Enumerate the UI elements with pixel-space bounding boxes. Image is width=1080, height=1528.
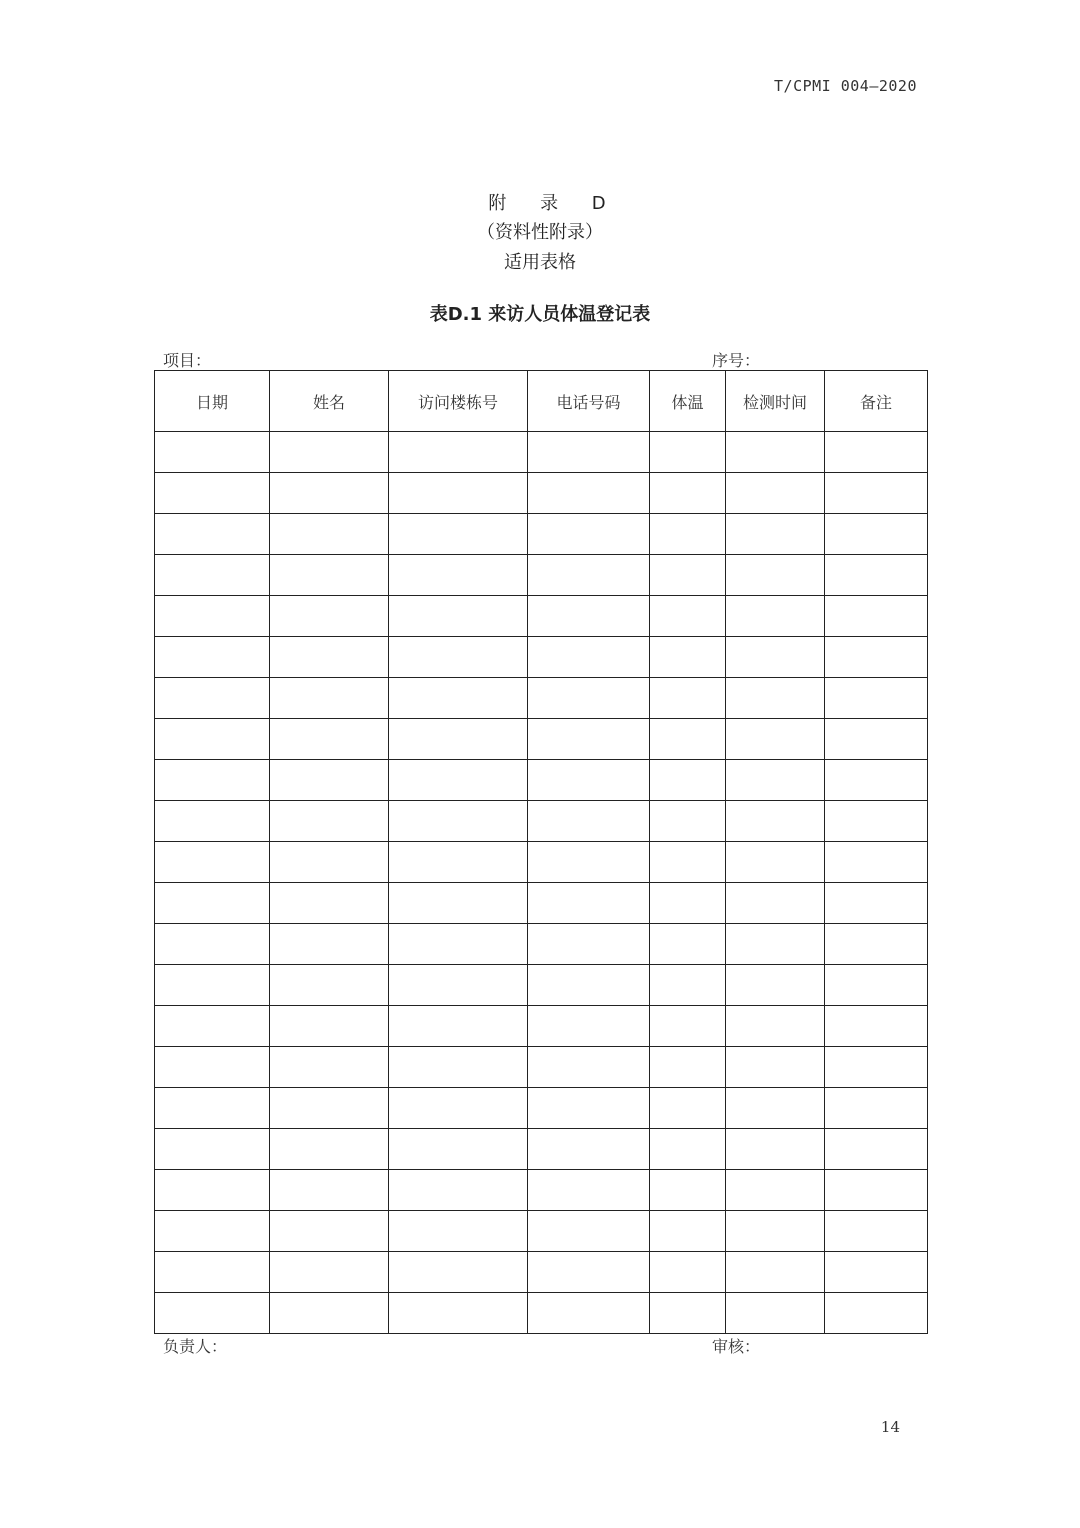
table-cell [155, 1211, 270, 1252]
table-cell [270, 473, 389, 514]
table-cell [270, 883, 389, 924]
column-header-building: 访问楼栋号 [389, 371, 528, 432]
table-cell [650, 1006, 726, 1047]
table-cell [726, 514, 825, 555]
table-cell [825, 1088, 928, 1129]
table-cell [650, 1047, 726, 1088]
table-cell [726, 596, 825, 637]
table-cell [270, 965, 389, 1006]
review-label: 审核： [712, 1337, 761, 1356]
table-cell [825, 514, 928, 555]
table-row [155, 1047, 928, 1088]
table-cell [825, 555, 928, 596]
column-header-date: 日期 [155, 371, 270, 432]
table-cell [726, 432, 825, 473]
table-cell [650, 1129, 726, 1170]
table-cell [726, 1129, 825, 1170]
table-cell [650, 965, 726, 1006]
table-cell [650, 596, 726, 637]
table-cell [726, 1088, 825, 1129]
table-cell [270, 1252, 389, 1293]
table-cell [528, 637, 650, 678]
table-cell [726, 637, 825, 678]
table-cell [389, 719, 528, 760]
visitor-temperature-table [154, 370, 928, 1334]
table-cell [155, 842, 270, 883]
table-cell [155, 965, 270, 1006]
table-cell [155, 801, 270, 842]
table-cell [389, 1252, 528, 1293]
table-cell [389, 1129, 528, 1170]
table-cell [825, 1129, 928, 1170]
table-cell [528, 1047, 650, 1088]
table-cell [270, 514, 389, 555]
table-cell [825, 883, 928, 924]
table-row [155, 637, 928, 678]
table-cell [389, 1293, 528, 1334]
table-cell [389, 965, 528, 1006]
table-row [155, 596, 928, 637]
appendix-subtitle: （资料性附录） [477, 222, 603, 243]
table-row [155, 1252, 928, 1293]
table-cell [825, 965, 928, 1006]
appendix-name: 适用表格 [504, 252, 576, 273]
table-cell [389, 1170, 528, 1211]
table-cell [726, 842, 825, 883]
table-cell [155, 1170, 270, 1211]
table-cell [528, 801, 650, 842]
table-cell [528, 1293, 650, 1334]
table-cell [389, 1211, 528, 1252]
table-cell [528, 760, 650, 801]
table-cell [726, 473, 825, 514]
table-cell [825, 1170, 928, 1211]
table-cell [270, 924, 389, 965]
table-cell [650, 883, 726, 924]
table-cell [155, 1129, 270, 1170]
table-cell [528, 842, 650, 883]
table-cell [528, 883, 650, 924]
table-cell [726, 1211, 825, 1252]
table-cell [270, 842, 389, 883]
table-cell [155, 883, 270, 924]
table-cell [650, 514, 726, 555]
table-cell [650, 719, 726, 760]
column-header-name: 姓名 [270, 371, 389, 432]
table-cell [650, 1293, 726, 1334]
table-cell [270, 637, 389, 678]
table-cell [528, 555, 650, 596]
table-cell [650, 637, 726, 678]
table-cell [650, 924, 726, 965]
table-cell [528, 1252, 650, 1293]
table-cell [155, 555, 270, 596]
table-cell [270, 432, 389, 473]
table-row [155, 1088, 928, 1129]
table-cell [825, 678, 928, 719]
table-cell [650, 1170, 726, 1211]
page-number: 14 [880, 1418, 900, 1436]
table-cell [389, 883, 528, 924]
table-cell [528, 719, 650, 760]
column-header-remarks: 备注 [825, 371, 928, 432]
table-row [155, 555, 928, 596]
table-cell [528, 514, 650, 555]
table-cell [528, 1129, 650, 1170]
table-row [155, 965, 928, 1006]
standard-code: T/CPMI 004—2020 [774, 77, 917, 95]
table-cell [389, 596, 528, 637]
table-cell [825, 924, 928, 965]
table-cell [726, 1293, 825, 1334]
table-cell [650, 473, 726, 514]
table-header-row [155, 371, 928, 432]
table-cell [650, 760, 726, 801]
table-cell [155, 514, 270, 555]
table-cell [270, 719, 389, 760]
table-cell [726, 924, 825, 965]
table-cell [270, 555, 389, 596]
table-title: 表D.1 来访人员体温登记表 [429, 304, 651, 325]
table-cell [389, 473, 528, 514]
table-cell [650, 1211, 726, 1252]
table-row [155, 842, 928, 883]
table-cell [825, 1006, 928, 1047]
table-cell [528, 1088, 650, 1129]
table-cell [155, 678, 270, 719]
table-cell [270, 1211, 389, 1252]
table-row [155, 719, 928, 760]
table-cell [726, 760, 825, 801]
table-cell [726, 801, 825, 842]
table-cell [389, 924, 528, 965]
table-cell [825, 1293, 928, 1334]
table-cell [389, 637, 528, 678]
table-cell [528, 1006, 650, 1047]
table-cell [270, 1129, 389, 1170]
table-cell [389, 760, 528, 801]
table-cell [528, 924, 650, 965]
table-cell [528, 1211, 650, 1252]
table-row [155, 1211, 928, 1252]
table-row [155, 1129, 928, 1170]
table-cell [650, 432, 726, 473]
table-cell [155, 596, 270, 637]
table-cell [528, 432, 650, 473]
table-cell [825, 1211, 928, 1252]
owner-label: 负责人： [163, 1337, 228, 1356]
table-cell [650, 801, 726, 842]
table-cell [726, 555, 825, 596]
table-cell [528, 1170, 650, 1211]
table-cell [389, 514, 528, 555]
table-cell [270, 678, 389, 719]
table-row [155, 473, 928, 514]
table-cell [270, 1047, 389, 1088]
table-cell [389, 678, 528, 719]
table-cell [726, 1170, 825, 1211]
table-row [155, 1170, 928, 1211]
table-cell [528, 965, 650, 1006]
table-cell [155, 1088, 270, 1129]
table-cell [155, 1252, 270, 1293]
table-row [155, 432, 928, 473]
table-row [155, 924, 928, 965]
table-cell [155, 924, 270, 965]
table-cell [726, 965, 825, 1006]
table-cell [270, 1006, 389, 1047]
table-cell [389, 801, 528, 842]
appendix-title: 附 录 D [488, 193, 620, 214]
table-cell [389, 1006, 528, 1047]
table-cell [270, 1088, 389, 1129]
table-cell [389, 555, 528, 596]
column-header-temperature: 体温 [650, 371, 726, 432]
project-label: 项目： [163, 351, 212, 370]
table-row [155, 801, 928, 842]
table-cell [155, 1047, 270, 1088]
column-header-phone: 电话号码 [528, 371, 650, 432]
table-row [155, 1006, 928, 1047]
table-cell [270, 596, 389, 637]
table-cell [650, 678, 726, 719]
table-row [155, 883, 928, 924]
table-cell [270, 1293, 389, 1334]
table-cell [155, 1006, 270, 1047]
table-cell [155, 473, 270, 514]
table-cell [726, 883, 825, 924]
table-cell [825, 637, 928, 678]
table-cell [528, 473, 650, 514]
table-cell [726, 678, 825, 719]
table-cell [270, 801, 389, 842]
table-cell [528, 678, 650, 719]
table-cell [389, 432, 528, 473]
table-cell [650, 1252, 726, 1293]
table-cell [270, 760, 389, 801]
table-cell [825, 801, 928, 842]
table-cell [270, 1170, 389, 1211]
table-cell [825, 1047, 928, 1088]
table-cell [155, 432, 270, 473]
table-cell [389, 842, 528, 883]
table-body [155, 432, 928, 1334]
table-cell [155, 1293, 270, 1334]
table-row [155, 1293, 928, 1334]
table-cell [825, 760, 928, 801]
table-cell [155, 760, 270, 801]
table-cell [528, 596, 650, 637]
table-cell [650, 842, 726, 883]
table-cell [389, 1047, 528, 1088]
table-cell [726, 1047, 825, 1088]
table-cell [389, 1088, 528, 1129]
table-row [155, 678, 928, 719]
table-cell [650, 1088, 726, 1129]
serial-label: 序号： [712, 351, 761, 370]
table-cell [650, 555, 726, 596]
table-cell [726, 719, 825, 760]
table-cell [155, 719, 270, 760]
table-cell [825, 719, 928, 760]
table-cell [825, 432, 928, 473]
table-row [155, 760, 928, 801]
table-cell [825, 842, 928, 883]
column-header-check-time: 检测时间 [726, 371, 825, 432]
table-cell [825, 473, 928, 514]
table-cell [825, 596, 928, 637]
table-cell [726, 1006, 825, 1047]
table-row [155, 514, 928, 555]
table-cell [155, 637, 270, 678]
table-cell [825, 1252, 928, 1293]
table-cell [726, 1252, 825, 1293]
